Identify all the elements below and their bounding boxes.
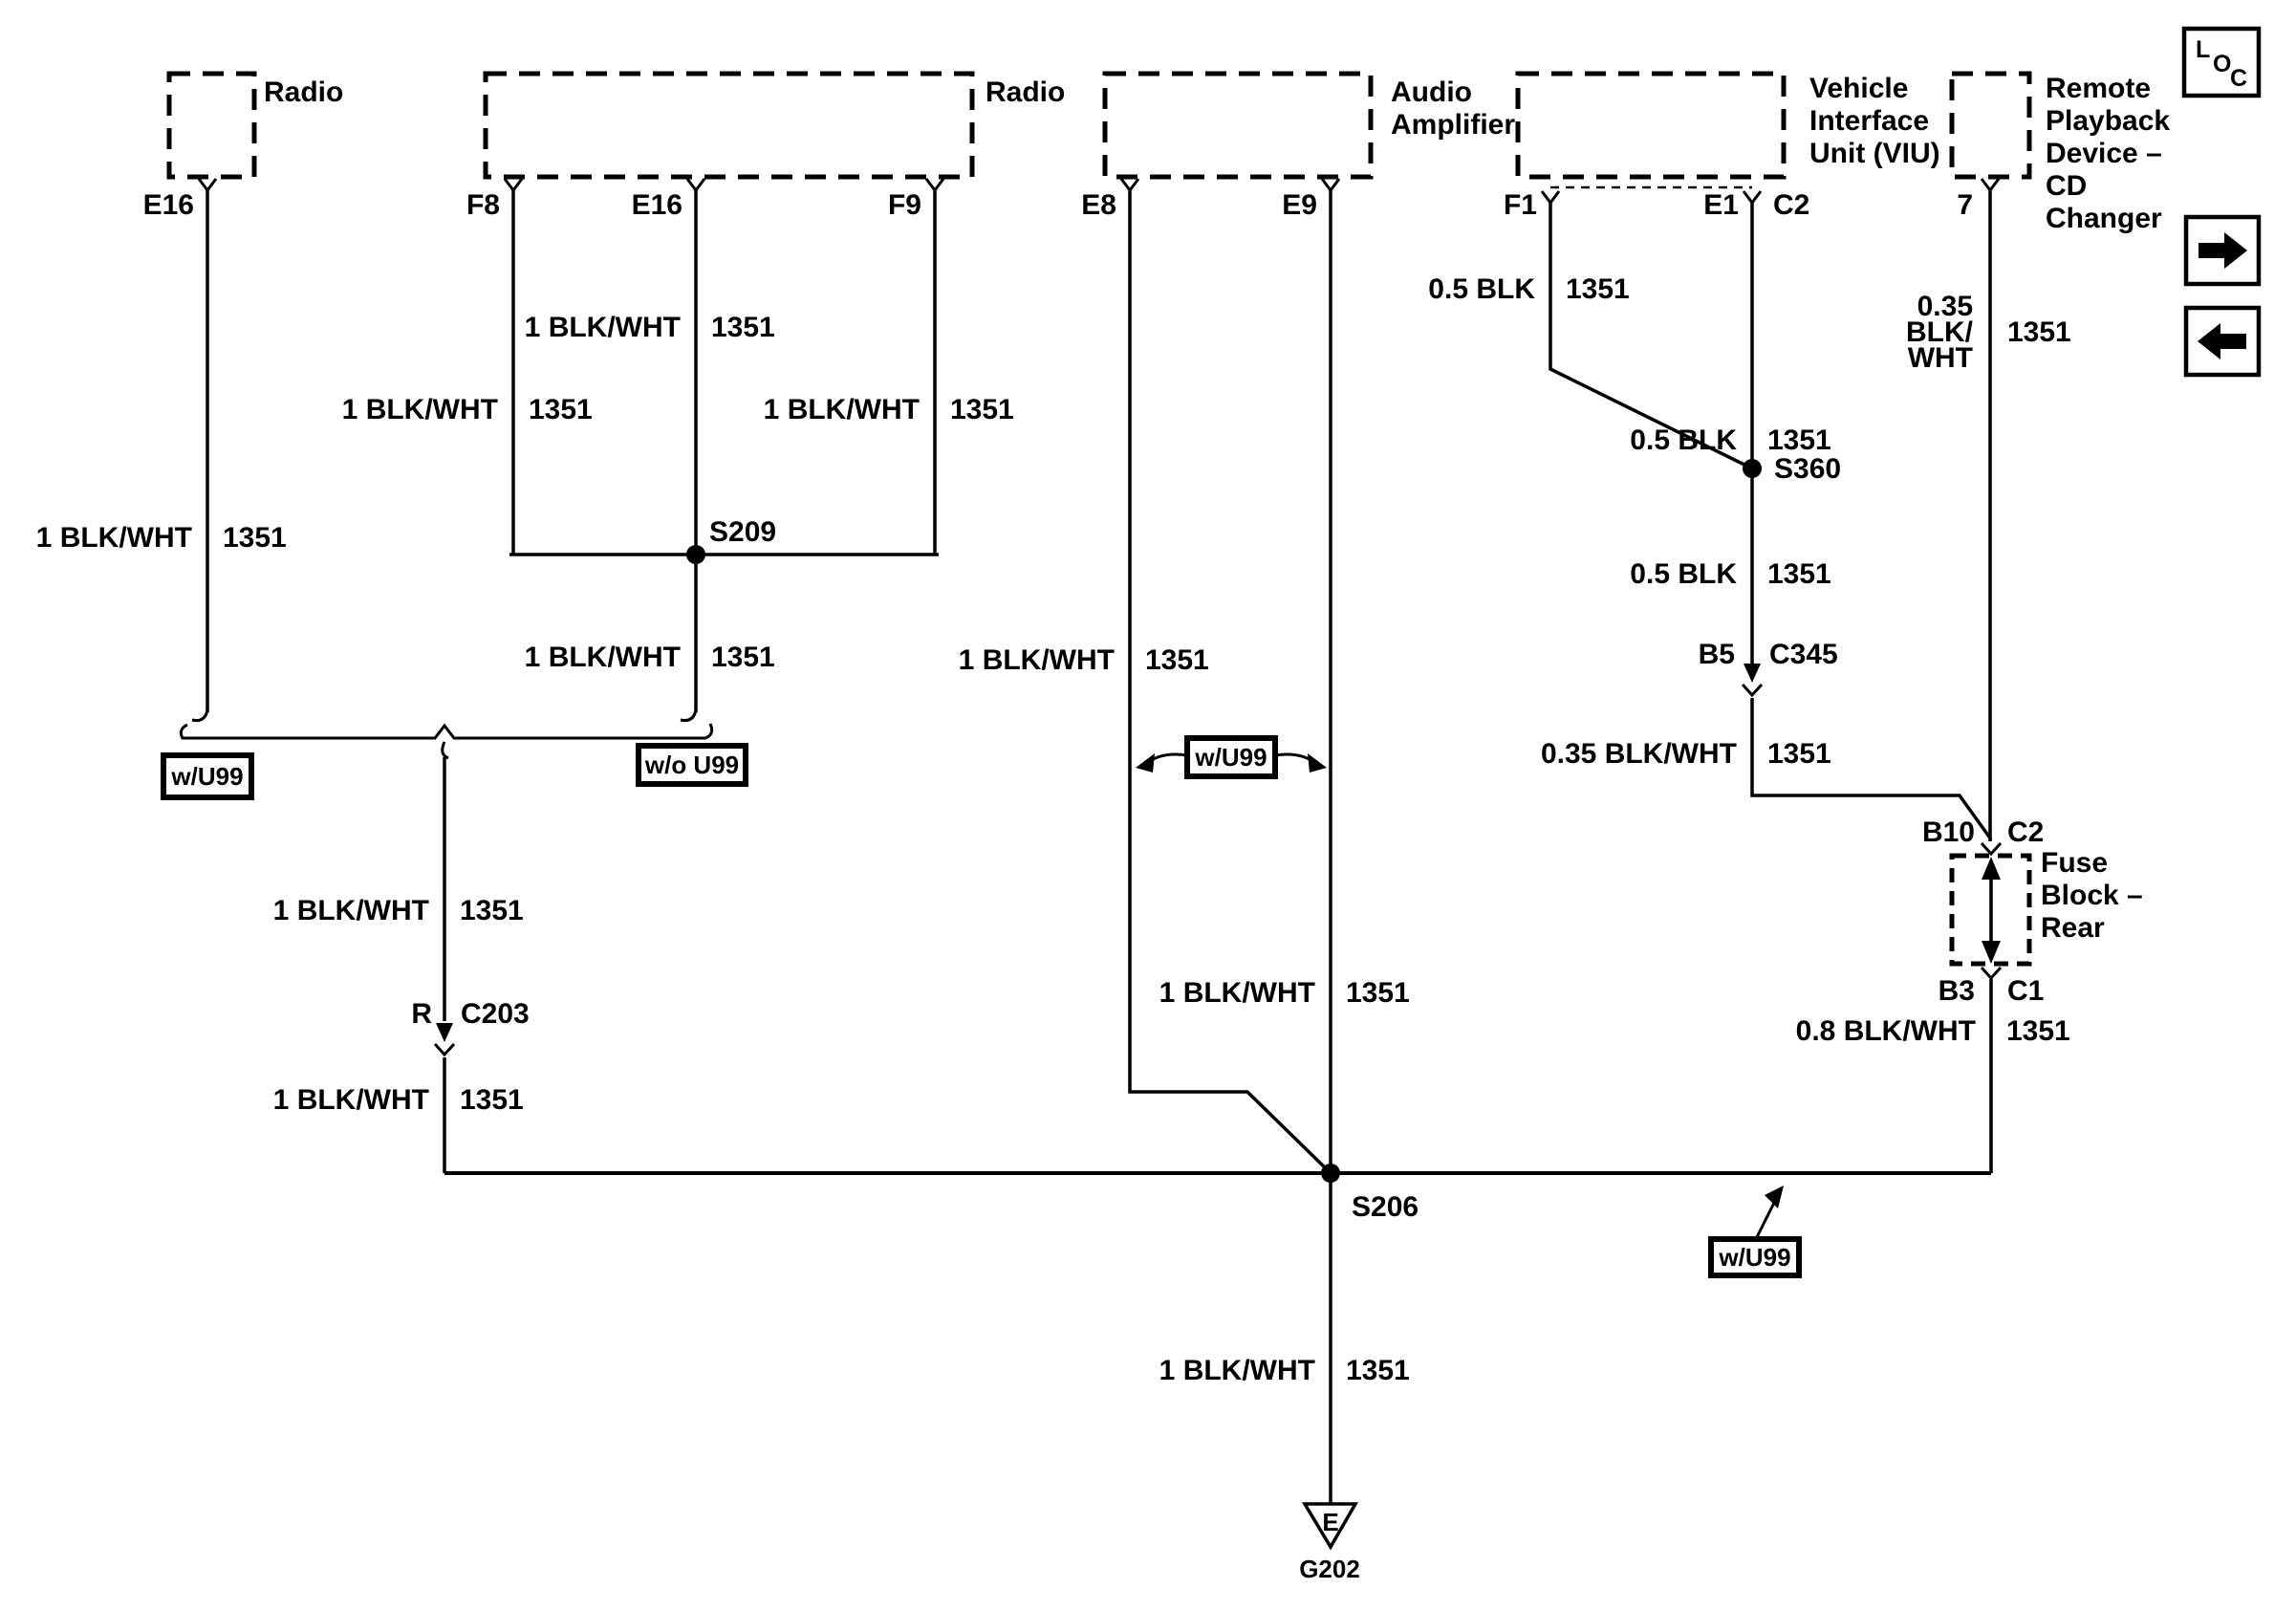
audio-amplifier-label-1: Audio <box>1391 76 1472 108</box>
loc-letter-o: O <box>2213 51 2232 77</box>
wire-e8 <box>1130 188 1331 1173</box>
viu-label-3: Unit (VIU) <box>1809 138 1940 169</box>
fuse-block-label-1: Fuse <box>2041 847 2109 879</box>
splice-dot-s209 <box>686 545 705 564</box>
radio-main-box <box>486 74 972 177</box>
u99-pointer-shaft <box>1757 1199 1776 1237</box>
spec-f8: 1 BLK/WHT <box>341 394 498 425</box>
audio-amplifier-box <box>1105 74 1371 177</box>
circuit-s206-ground: 1351 <box>1346 1355 1410 1386</box>
c203-pin-label: R <box>411 998 432 1030</box>
fuse-top-name-label: C2 <box>2007 816 2045 848</box>
option-with-u99-splice <box>1711 1186 1799 1275</box>
spec-s209-out: 1 BLK/WHT <box>524 642 681 673</box>
pin-radio-left-e16: E16 <box>142 189 194 221</box>
circuit-f8: 1351 <box>529 394 593 425</box>
c203-name-label: C203 <box>461 998 530 1030</box>
radio-left-label: Radio <box>264 76 344 108</box>
splice-s360-label: S360 <box>1774 453 1842 485</box>
option-with-u99-left-text: w/U99 <box>171 762 244 791</box>
forward-arrow-icon <box>2186 217 2259 284</box>
loc-letter-c: C <box>2230 65 2248 92</box>
spec-e1: 0.5 BLK <box>1630 425 1737 456</box>
spec-c203-out: 1 BLK/WHT <box>272 1084 429 1116</box>
fuse-internal-down-arrow <box>1982 941 2001 964</box>
cd-changer-label-4: CD <box>2046 170 2088 202</box>
option-merge-line <box>181 724 711 738</box>
connector-c345-symbol <box>1743 664 1762 695</box>
option-with-u99-mid <box>1136 738 1327 776</box>
wires <box>207 188 1991 1504</box>
pin-e9: E9 <box>1282 189 1317 221</box>
loc-icon <box>2184 29 2259 96</box>
pin-c2: C2 <box>1773 189 1810 221</box>
fuse-bottom-pin-label: B3 <box>1938 975 1975 1007</box>
pin-7: 7 <box>1957 189 1973 221</box>
pin-e8: E8 <box>1081 189 1116 221</box>
circuit-c203-out: 1351 <box>460 1084 524 1116</box>
circuit-f9: 1351 <box>950 394 1014 425</box>
viu-label-1: Vehicle <box>1809 73 1909 104</box>
circuit-c203-in: 1351 <box>460 895 524 926</box>
option-without-u99-text: w/o U99 <box>644 751 740 779</box>
pin-f9: F9 <box>887 189 921 221</box>
fuse-top-pin-label: B10 <box>1921 816 1975 848</box>
wire-start-curl-center <box>443 742 448 758</box>
wire-end-curl-right <box>681 710 696 721</box>
back-arrow-icon <box>2186 308 2259 375</box>
loc-letter-l: L <box>2196 36 2211 63</box>
cd-changer-label-5: Changer <box>2046 203 2162 234</box>
circuit-e1: 1351 <box>1767 425 1831 456</box>
u99-arrow-right-head <box>1308 753 1327 773</box>
viu-box <box>1518 74 1784 177</box>
fuse-internal-up-arrow <box>1982 857 2001 880</box>
fuse-bottom-chevron <box>1982 968 2001 978</box>
fuse-top-chevron <box>1982 843 2001 854</box>
pin-e1: E1 <box>1703 189 1739 221</box>
circuit-e8: 1351 <box>1145 644 1209 676</box>
cd-changer-label-3: Device – <box>2046 138 2162 169</box>
spec-s206-ground: 1 BLK/WHT <box>1159 1355 1315 1386</box>
pin-e16: E16 <box>631 189 682 221</box>
ground-letter: E <box>1322 1508 1339 1536</box>
c203-chevron <box>435 1044 454 1055</box>
viu-label-2: Interface <box>1809 105 1930 137</box>
option-without-u99 <box>639 746 746 784</box>
circuit-s360-out: 1351 <box>1767 558 1831 590</box>
splice-s209-label: S209 <box>709 516 777 548</box>
c345-pin-label: B5 <box>1698 639 1735 670</box>
option-with-u99-left <box>163 755 251 797</box>
audio-amplifier-label-2: Amplifier <box>1391 109 1516 141</box>
cd-changer-label-2: Playback <box>2046 105 2171 137</box>
splice-dot-s360 <box>1743 459 1762 478</box>
c345-name-label: C345 <box>1769 639 1838 670</box>
fuse-block-label-2: Block – <box>2041 880 2143 911</box>
fuse-block-label-3: Rear <box>2041 912 2105 944</box>
u99-arrow-left-head <box>1136 753 1155 773</box>
radio-left-box <box>169 74 254 177</box>
spec-e9: 1 BLK/WHT <box>1159 977 1315 1009</box>
circuit-cd7: 1351 <box>2007 316 2071 348</box>
spec-fuse-out: 0.8 BLK/WHT <box>1795 1015 1976 1047</box>
circuit-fuse-out: 1351 <box>2006 1015 2070 1047</box>
circuit-radio-left: 1351 <box>223 522 287 554</box>
splice-s206-label: S206 <box>1352 1191 1419 1223</box>
spec-f9: 1 BLK/WHT <box>763 394 920 425</box>
spec-e16-upper: 1 BLK/WHT <box>524 312 681 343</box>
c203-arrowhead <box>436 1023 453 1042</box>
spec-c203-in: 1 BLK/WHT <box>272 895 429 926</box>
c345-arrowhead <box>1744 664 1761 683</box>
c345-chevron <box>1743 685 1762 695</box>
wire-end-curl-left <box>192 710 207 721</box>
splice-dot-s206 <box>1321 1164 1340 1183</box>
circuit-s209-out: 1351 <box>711 642 775 673</box>
spec-cd7-2: BLK/ <box>1906 316 1973 348</box>
ground-icon <box>1299 1504 1360 1583</box>
pin-f1: F1 <box>1503 189 1537 221</box>
spec-f1: 0.5 BLK <box>1428 273 1535 305</box>
spec-cd7-3: WHT <box>1907 342 1973 374</box>
radio-main-label: Radio <box>986 76 1066 108</box>
spec-radio-left: 1 BLK/WHT <box>35 522 192 554</box>
circuit-e16-upper: 1351 <box>711 312 775 343</box>
spec-s360-out: 0.5 BLK <box>1630 558 1737 590</box>
spec-e8: 1 BLK/WHT <box>958 644 1115 676</box>
circuit-c345-out: 1351 <box>1767 738 1831 770</box>
ground-name-label: G202 <box>1299 1555 1360 1583</box>
circuit-e9: 1351 <box>1346 977 1410 1009</box>
circuit-f1: 1351 <box>1566 273 1630 305</box>
spec-cd7-1: 0.35 <box>1917 291 1973 322</box>
connector-c203-symbol <box>435 1023 454 1055</box>
pin-f8: F8 <box>466 189 500 221</box>
cd-changer-box <box>1952 74 2029 177</box>
option-with-u99-splice-text: w/U99 <box>1719 1243 1791 1272</box>
option-with-u99-mid-text: w/U99 <box>1195 743 1267 772</box>
cd-changer-label-1: Remote <box>2046 73 2152 104</box>
spec-c345-out: 0.35 BLK/WHT <box>1540 738 1737 770</box>
fuse-bottom-name-label: C1 <box>2007 975 2045 1007</box>
option-merge-assembly <box>181 710 711 758</box>
